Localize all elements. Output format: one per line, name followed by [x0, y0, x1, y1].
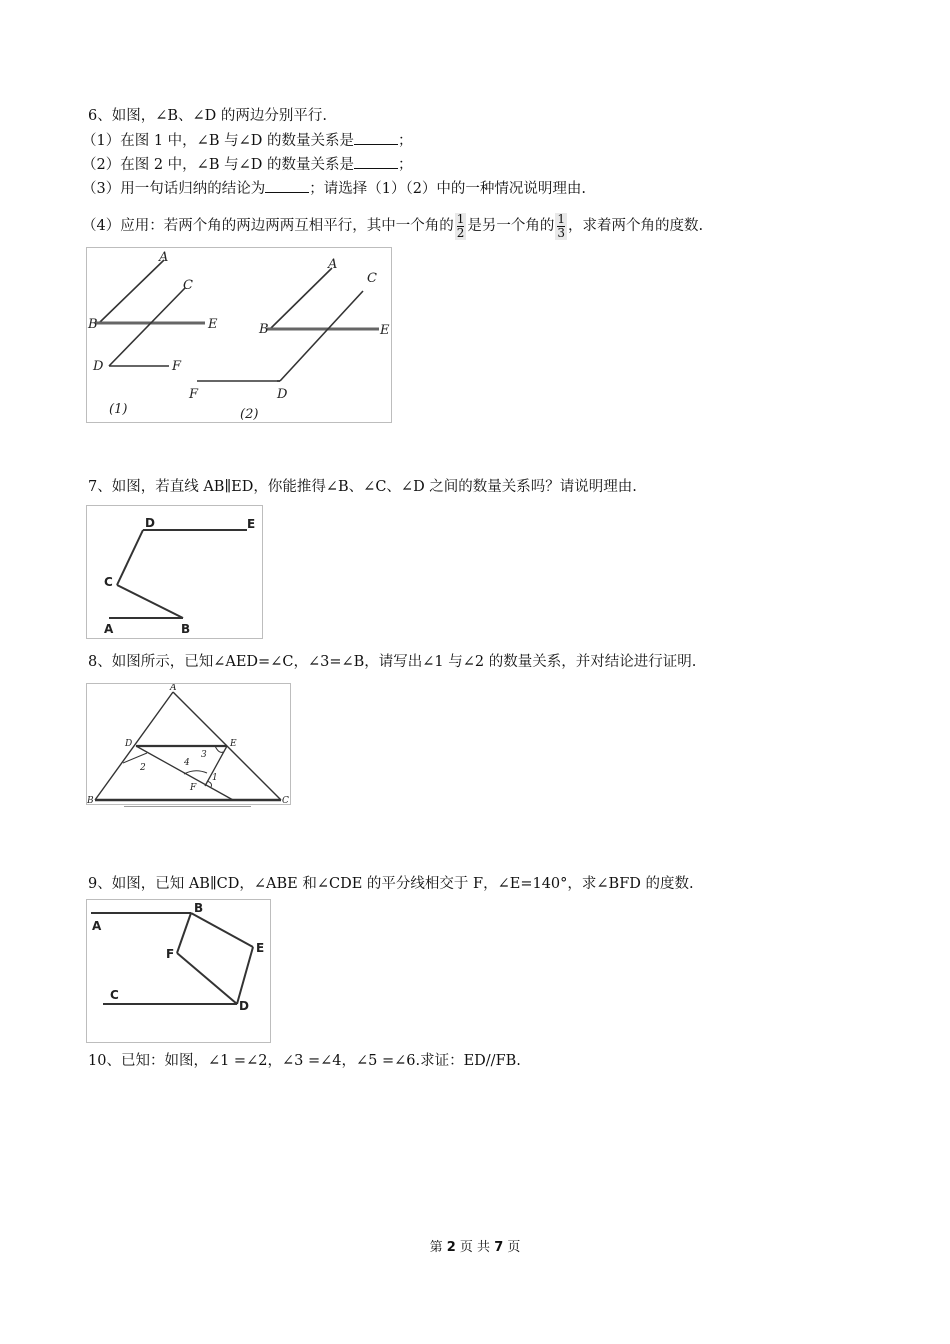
q8-label-A: A — [170, 684, 177, 693]
q6-part4-end: ，求着两个角的度数. — [568, 218, 704, 234]
q6-part3-blank[interactable] — [265, 178, 309, 193]
q6-part3 — [82, 178, 586, 199]
q7-title: 7、如图，若直线 AB∥ED，你能推得∠B、∠C、∠D 之间的数量关系吗？请说明理由. — [88, 479, 637, 495]
q6-label-F1: F — [172, 359, 182, 374]
q9-figure — [86, 899, 271, 1043]
fraction-half-num: 1 — [456, 211, 465, 226]
q6-part3-text: （3）用一句话归纳的结论为 — [82, 181, 266, 197]
fraction-half-den: 2 — [456, 225, 465, 240]
q8-label-F: F — [190, 783, 197, 793]
q7-label-B: B — [181, 622, 191, 636]
fraction-third-num: 1 — [557, 211, 566, 226]
q6-label-C1: C — [183, 278, 193, 293]
q6-part2 — [82, 154, 412, 175]
q6-part4-mid: 是另一个角的 — [467, 218, 555, 234]
q6-part2-end: ； — [397, 157, 413, 173]
q8-figure-underline — [124, 806, 251, 807]
page-footer — [0, 1236, 950, 1255]
q6-figure — [86, 247, 392, 423]
q6-label-B2: B — [259, 322, 269, 337]
q8-label-E: E — [230, 739, 237, 749]
q6-part4 — [82, 212, 703, 240]
q9-label-B: B — [194, 901, 204, 915]
q6-label-D1: D — [93, 359, 104, 374]
q9-label-E: E — [256, 941, 265, 955]
q7-label-E: E — [247, 517, 256, 531]
q6-label-A2: A — [328, 257, 338, 272]
footer-total-pages: 7 — [494, 1240, 504, 1255]
q6-part1-blank[interactable] — [354, 130, 398, 145]
q6-part2-text: （2）在图 2 中，∠B 与∠D 的数量关系是 — [82, 157, 354, 173]
q6-caption-2: (2) — [240, 407, 259, 422]
fraction-third-den: 3 — [557, 225, 566, 240]
q6-part1-text: （1）在图 1 中，∠B 与∠D 的数量关系是 — [82, 133, 354, 149]
q8-angle-1: 1 — [212, 773, 218, 783]
q6-label-E2: E — [380, 323, 390, 338]
q6-part1-end: ； — [397, 133, 413, 149]
q9-label-C: C — [110, 988, 119, 1002]
footer-page-number: 2 — [446, 1240, 456, 1255]
fraction-third — [555, 213, 567, 240]
q6-label-F2: F — [189, 387, 199, 402]
q7-figure — [86, 505, 263, 639]
q10-title: 10、已知：如图，∠1 =∠2，∠3 =∠4，∠5 =∠6.求证：ED//FB. — [88, 1053, 521, 1069]
q7-label-A: A — [104, 622, 114, 636]
q6-label-D2: D — [277, 387, 288, 402]
q8-angle-3: 3 — [201, 750, 207, 760]
q8-label-B: B — [87, 796, 94, 804]
q6-title: 6、如图，∠B、∠D 的两边分别平行. — [88, 108, 328, 124]
q8-title: 8、如图所示，已知∠AED=∠C，∠3=∠B，请写出∠1 与∠2 的数量关系，并对结论进行证明. — [88, 654, 697, 670]
q6-part4-text: （4）应用：若两个角的两边两两互相平行，其中一个角的 — [82, 218, 454, 234]
q8-angle-2: 2 — [140, 763, 146, 773]
q6-label-A1: A — [159, 250, 169, 265]
footer-pre: 第 — [429, 1240, 443, 1255]
footer-mid: 页 共 — [459, 1240, 491, 1255]
q6-part1 — [82, 130, 412, 151]
footer-post: 页 — [507, 1240, 521, 1255]
q8-figure — [86, 683, 291, 805]
q6-part2-blank[interactable] — [354, 154, 398, 169]
q7-label-D: D — [145, 516, 155, 530]
q7-label-C: C — [104, 575, 113, 589]
q6-label-B1: B — [88, 317, 98, 332]
q9-label-D: D — [239, 999, 249, 1013]
q9-title: 9、如图，已知 AB∥CD，∠ABE 和∠CDE 的平分线相交于 F，∠E=140°，求∠BFD 的度数. — [88, 876, 694, 892]
q6-label-E1: E — [208, 317, 218, 332]
q6-part3-end: ；请选择（1）（2）中的一种情况说明理由. — [309, 181, 587, 197]
q9-label-A: A — [92, 919, 102, 933]
q8-label-D: D — [125, 739, 133, 749]
q8-label-C: C — [282, 796, 289, 804]
q6-label-C2: C — [367, 271, 377, 286]
q8-angle-4: 4 — [184, 758, 190, 768]
fraction-half — [455, 213, 467, 240]
q6-caption-1: (1) — [109, 402, 128, 417]
q9-label-F: F — [166, 947, 175, 961]
